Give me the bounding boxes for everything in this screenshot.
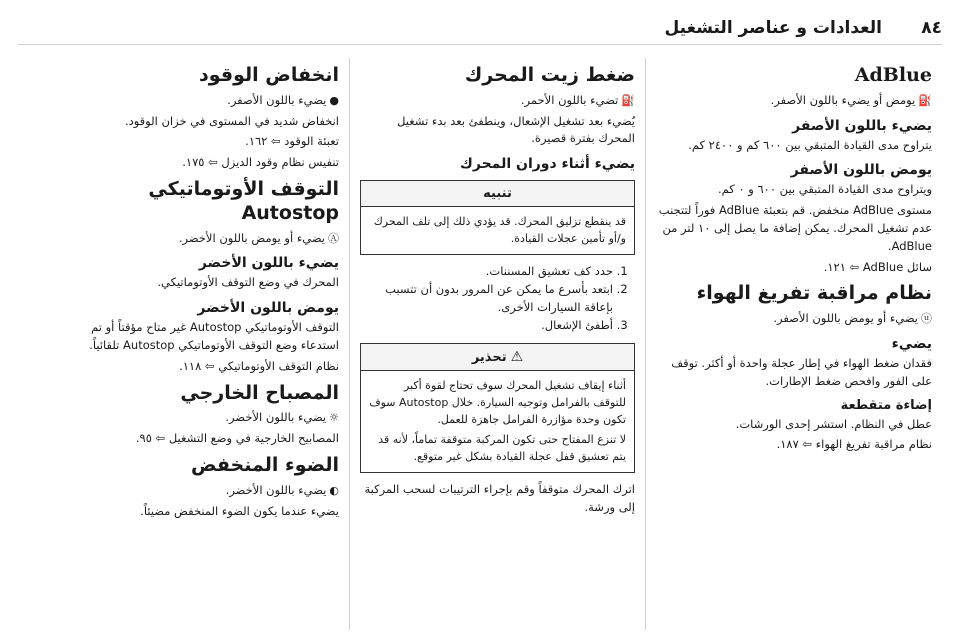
exterior-intro-text: يضيء باللون الأخضر. (225, 410, 327, 425)
warning-title-row (361, 344, 634, 371)
fuel-reference-1: تعبئة الوقود ⇦ ١٦٢. (245, 134, 339, 149)
exterior-intro (64, 409, 339, 427)
autostop-icon: Ⓐ (328, 231, 339, 245)
tire-pressure-icon: ⓤ (921, 312, 932, 326)
adblue-yellow-flash-title: يومض باللون الأصفر (790, 162, 932, 179)
fuel-reference-2: تنفيس نظام وقود الديزل ⇦ ١٧٥. (182, 155, 339, 170)
warning-box (360, 343, 635, 473)
adblue-reference: سائل AdBlue ⇦ ١٢١. (823, 259, 932, 274)
step-item: 1. حدد كف تعشيق المسننات. (360, 263, 613, 281)
autostop-green-flash-title: يومض باللون الأخضر (197, 300, 339, 317)
air-lit-text: فقدان ضغط الهواء في إطار عجلة واحدة أو أكثر. توقف على الفور وافحص ضغط الإطارات. (671, 356, 932, 388)
oil-text: يُضيء بعد تشغيل الإشعال، وينطفئ بعد بدء تشغيل المحرك بفترة قصيرة. (397, 113, 635, 146)
exterior-reference: المصابيح الخارجية في وضع التشغيل ⇦ ٩٥. (135, 431, 339, 446)
warning-title: تحذير (471, 349, 507, 365)
column-oil-pressure (350, 58, 646, 630)
warning-text-2: لا تنزع المفتاح حتى تكون المركبة متوقفة تماماً، لأنه قد يتم تعشيق قفل عجلة القيادة بشكل غير متوقع. (378, 432, 626, 463)
caution-text: قد ينقطع تزليق المحرك. قد يؤدي ذلك إلى تلف المحرك و/أو تأمين عجلات القيادة. (373, 215, 626, 246)
air-lit-title: يضيء (891, 336, 932, 352)
low-beam-intro-text: يضيء باللون الأخضر. (225, 482, 327, 497)
section-title-fuel: انخفاض الوقود (199, 64, 339, 86)
section-title-low-beam: الضوء المنخفض (190, 453, 339, 476)
adblue-icon: ⛽ (918, 93, 932, 107)
steps-list (360, 263, 635, 334)
section-title-exterior-light: المصباح الخارجي (180, 381, 339, 404)
oil-intro (360, 92, 635, 110)
autostop-green-flash-text: التوقف الأوتوماتيكي Autostop غير متاح مؤقتاً أو تم استدعاء وضع التوقف الأوتوماتيكي Autostop تلقائياً. (89, 320, 339, 352)
warning-text-1: أثناء إيقاف تشغيل المحرك سوف تحتاج لقوة أكبر للتوقف بالفرامل وتوجيه السيارة. خلال Autostop سوف تكون وحدة مؤازرة الفرامل جاهزة للعمل. (369, 378, 626, 426)
step-item: 2. ابتعد بأسرع ما يمكن عن المرور بدون أن تتسبب بإعاقة السيارات الأخرى. (360, 281, 613, 317)
column-adblue (646, 58, 942, 630)
adblue-intro (656, 92, 932, 110)
section-title-oil: ضغط زيت المحرك (464, 64, 635, 86)
autostop-intro (64, 230, 339, 248)
low-beam-icon: ◐ (329, 483, 339, 497)
caution-box (360, 180, 635, 255)
autostop-reference: نظام التوقف الأوتوماتيكي ⇦ ١١٨. (179, 358, 339, 373)
adblue-yellow-lit-text: يتراوح مدى القيادة المتبقي بين ٦٠٠ كم و ٢٤٠٠ كم. (688, 137, 932, 152)
warning-triangle-icon: ⚠ (510, 348, 524, 365)
content-columns (18, 58, 942, 630)
fuel-intro-text: يضيء باللون الأصفر. (227, 92, 327, 107)
page-number: ٨٤ (921, 18, 942, 38)
air-intro-text: يضيء أو يومض باللون الأصفر. (773, 311, 918, 326)
air-malfunction-text: عطل في النظام. استشر إحدى الورشات. (735, 416, 932, 431)
oil-running-title: يضيء أثناء دوران المحرك (460, 156, 635, 173)
fuel-text: انخفاض شديد في المستوى في خزان الوقود. (124, 113, 339, 128)
air-intro (656, 310, 932, 328)
caution-title: تنبيه (361, 181, 634, 207)
page-heading: العدادات و عناصر التشغيل (664, 18, 882, 38)
air-malfunction-title: إضاءة متقطعة (840, 397, 932, 413)
oil-can-icon: ⛽ (621, 93, 635, 107)
adblue-yellow-flash-text2: مستوى AdBlue منخفض. قم بتعبئة AdBlue فوراً لتتجنب عدم تشغيل المحرك. يمكن إضافة ما يصل إلى ١٠ لتر من AdBlue. (658, 203, 932, 253)
page-header (18, 18, 942, 45)
step-item: 3. أطفئ الإشعال. (360, 317, 613, 335)
oil-after-text: اترك المحرك متوقفاً وقم بإجراء الترتيبات لسحب المركبة إلى ورشة. (364, 481, 635, 514)
adblue-yellow-lit-title: يضيء باللون الأصفر (792, 117, 932, 134)
low-beam-intro (64, 482, 339, 500)
section-title-air-monitor: نظام مراقبة تفريغ الهواء (696, 282, 932, 305)
oil-intro-text: تضيء باللون الأحمر. (520, 92, 619, 107)
low-beam-text: يضيء عندما يكون الضوء المنخفض مضيئاً. (140, 503, 339, 518)
autostop-green-lit-title: يضيء باللون الأخضر (198, 255, 339, 272)
adblue-intro-text: يومض أو يضيء باللون الأصفر. (770, 92, 916, 107)
column-fuel-autostop (54, 58, 350, 630)
autostop-intro-text: يضيء أو يومض باللون الأخضر. (178, 230, 325, 245)
fuel-intro (64, 92, 339, 110)
air-reference: نظام مراقبة تفريغ الهواء ⇦ ١٨٧. (776, 437, 932, 452)
section-title-autostop: التوقف الأوتوماتيكي Autostop (148, 178, 339, 224)
autostop-green-lit-text: المحرك في وضع التوقف الأوتوماتيكي. (157, 275, 339, 290)
fuel-dot-icon: ● (329, 93, 339, 107)
adblue-yellow-flash-text1: ويتراوح مدى القيادة المتبقي بين ٦٠٠ و ٠ كم. (717, 182, 932, 197)
exterior-light-icon: ☼ (329, 411, 339, 425)
section-title-adblue: AdBlue (854, 64, 932, 86)
